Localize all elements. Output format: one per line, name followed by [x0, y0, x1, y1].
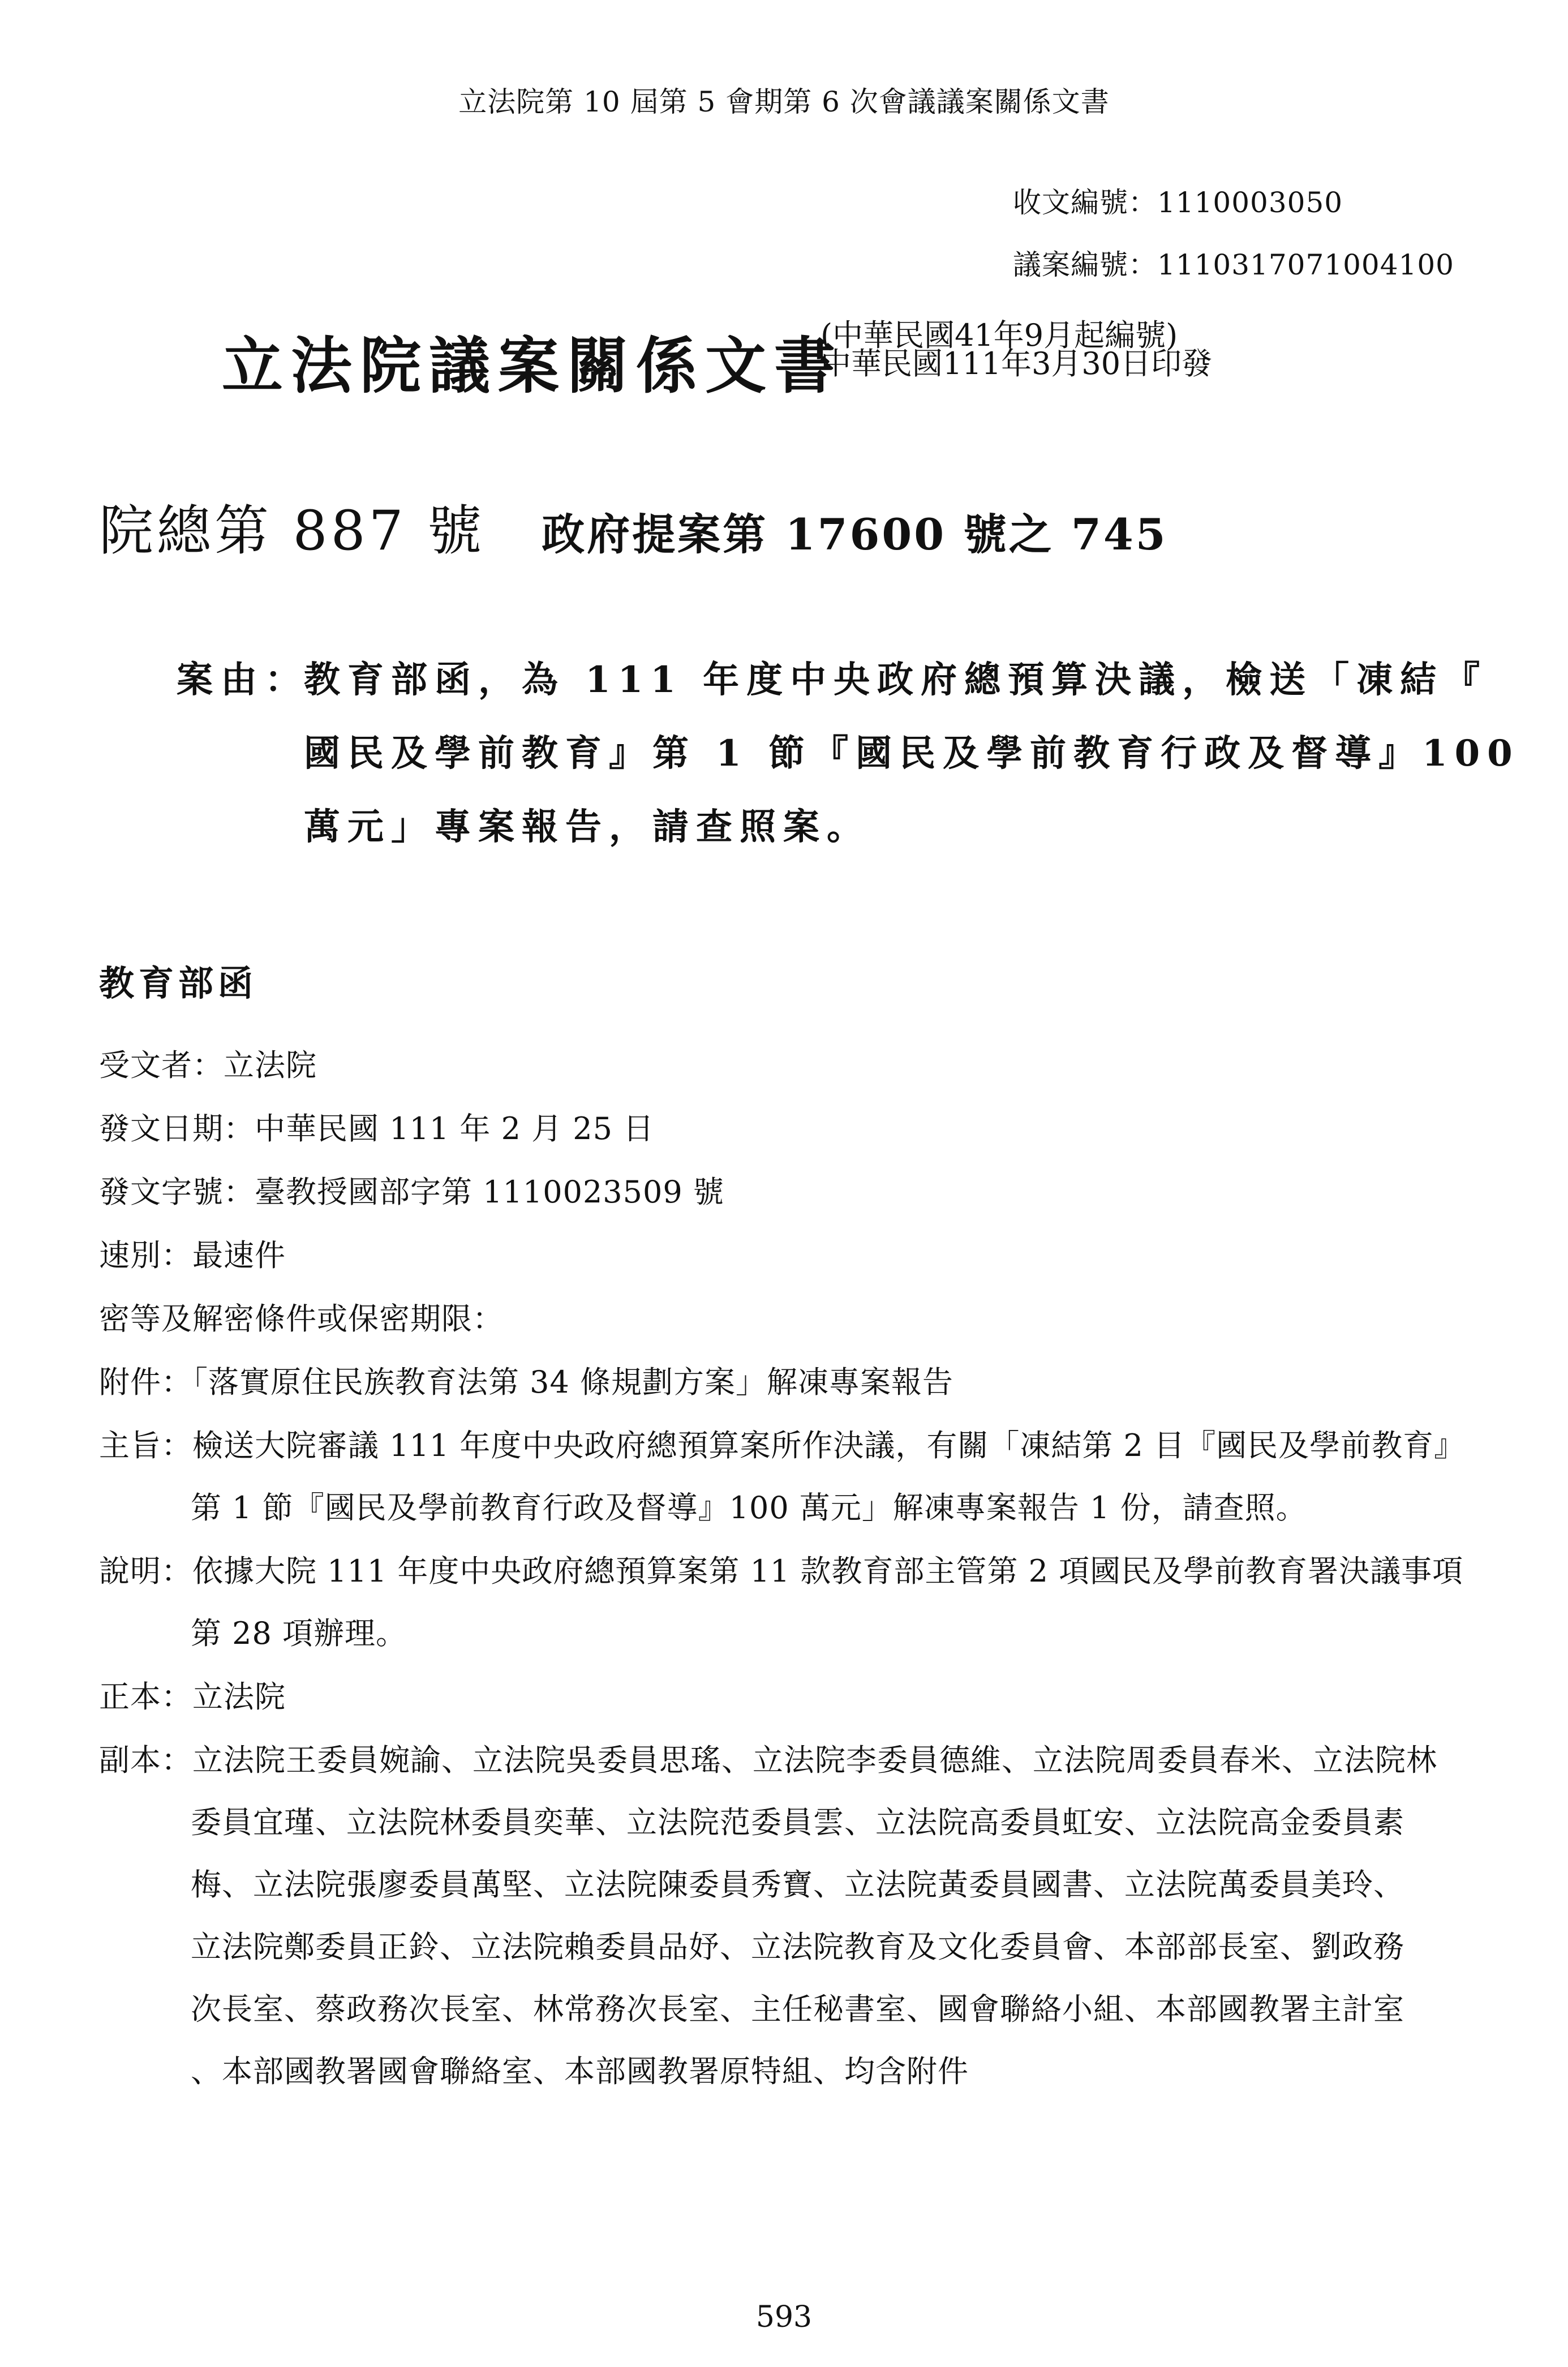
copy-line-1: 副本：立法院王委員婉諭、立法院吳委員思瑤、立法院李委員德維、立法院周委員春米、立法院林	[99, 1742, 1437, 1778]
explanation-line-1: 說明：依據大院 111 年度中央政府總預算案第 11 款教育部主管第 2 項國民及學前教育署決議事項	[99, 1553, 1464, 1589]
issue-date-field: 發文日期：中華民國 111 年 2 月 25 日	[99, 1111, 655, 1146]
priority-field: 速別：最速件	[99, 1238, 286, 1273]
subject-label: 案由：	[177, 659, 309, 701]
purport-line-2: 第 1 節『國民及學前教育行政及督導』100 萬元」解凍專案報告 1 份，請查照。	[191, 1490, 1307, 1526]
gov-proposal-number: 政府提案第 17600 號之 745	[542, 509, 1168, 560]
explanation-line-2: 第 28 項辦理。	[191, 1616, 407, 1651]
receipt-number-row	[1013, 180, 1343, 221]
copy-line-2: 委員宜瑾、立法院林委員奕華、立法院范委員雲、立法院高委員虹安、立法院高金委員素	[191, 1805, 1404, 1840]
classification-field: 密等及解密條件或保密期限：	[99, 1301, 504, 1337]
bill-number-label: 議案編號：	[1013, 248, 1157, 281]
issue-number-field: 發文字號：臺教授國部字第 1110023509 號	[99, 1174, 724, 1210]
purport-line-1: 主旨：檢送大院審議 111 年度中央政府總預算案所作決議，有關「凍結第 2 目『國民及學前教育』	[99, 1428, 1466, 1463]
subject-line-2: 國民及學前教育』第 1 節『國民及學前教育行政及督導』100	[304, 732, 1520, 775]
original-recipient-field: 正本：立法院	[99, 1679, 286, 1715]
general-case-number: 院總第 887 號	[99, 499, 486, 562]
copy-line-5: 次長室、蔡政務次長室、林常務次長室、主任秘書室、國會聯絡小組、本部國教署主計室	[191, 1991, 1404, 2027]
session-header: 立法院第 10 屆第 5 會期第 6 次會議議案關係文書	[458, 85, 1110, 118]
sender-heading: 教育部函	[99, 963, 258, 1004]
subject-line-3: 萬元」專案報告，請查照案。	[304, 806, 870, 848]
document-title: 立法院議案關係文書	[222, 330, 844, 402]
copy-line-6: 、本部國教署國會聯絡室、本部國教署原特組、均含附件	[191, 2054, 969, 2089]
bill-number-row	[1013, 242, 1454, 283]
copy-line-3: 梅、立法院張廖委員萬堅、立法院陳委員秀寶、立法院黃委員國書、立法院萬委員美玲、	[191, 1867, 1404, 1902]
attachment-field: 附件：「落實原住民族教育法第 34 條規劃方案」解凍專案報告	[99, 1364, 954, 1400]
case-number-line	[99, 488, 1168, 565]
subject-line-1: 教育部函，為 111 年度中央政府總預算決議，檢送「凍結『	[304, 659, 1488, 701]
page-number: 593	[755, 2300, 813, 2334]
recipient-field: 受文者：立法院	[99, 1047, 317, 1083]
copy-line-4: 立法院鄭委員正鈴、立法院賴委員品妤、立法院教育及文化委員會、本部部長室、劉政務	[191, 1929, 1404, 1965]
receipt-number-value: 1110003050	[1157, 186, 1343, 219]
numbering-note: (中華民國41年9月起編號)	[820, 317, 1178, 353]
receipt-number-label: 收文編號：	[1013, 186, 1157, 219]
print-date: 中華民國111年3月30日印發	[820, 346, 1213, 381]
bill-number-value: 1110317071004100	[1157, 248, 1454, 281]
